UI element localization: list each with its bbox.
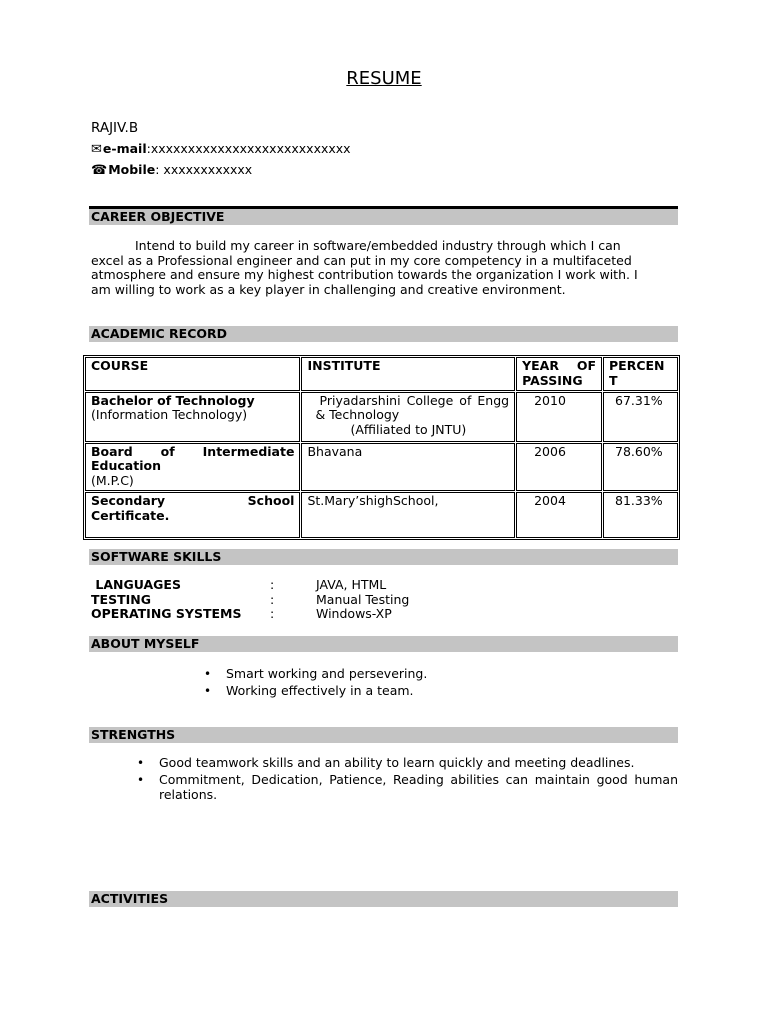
header-course: COURSE bbox=[85, 357, 300, 391]
skill-separator: : bbox=[270, 577, 275, 592]
header-institute: INSTITUTE bbox=[301, 357, 515, 391]
percent-cell: 81.33% bbox=[603, 492, 678, 538]
percent-cell: 78.60% bbox=[603, 443, 678, 491]
institute-cell bbox=[301, 492, 515, 538]
institute-name: Priyadarshini College of Engg & Technology bbox=[315, 392, 510, 423]
table-row bbox=[85, 492, 678, 538]
list-item-text: Commitment, Dedication, Patience, Reading abilities can maintain good human relations. bbox=[159, 771, 678, 802]
year-cell: 2010 bbox=[516, 392, 602, 442]
envelope-icon: ✉ bbox=[91, 142, 102, 157]
year-cell: 2004 bbox=[516, 492, 602, 538]
telephone-icon: ☎ bbox=[91, 163, 108, 178]
percent-cell: 67.31% bbox=[603, 392, 678, 442]
institute-sub: (Affiliated to JNTU) bbox=[350, 422, 467, 438]
institute-cell bbox=[301, 392, 515, 442]
course-name: Bachelor of Technology bbox=[91, 392, 255, 408]
list-item bbox=[204, 682, 427, 699]
section-activities: ACTIVITIES bbox=[89, 891, 678, 907]
skill-key: LANGUAGES bbox=[91, 577, 181, 592]
course-cell bbox=[85, 392, 300, 442]
list-item bbox=[137, 755, 678, 771]
skill-value: JAVA, HTML bbox=[316, 577, 387, 592]
course-sub: (M.P.C) bbox=[91, 473, 134, 489]
candidate-name: RAJIV.B bbox=[91, 120, 139, 136]
list-item-text: Working effectively in a team. bbox=[226, 682, 414, 698]
academic-table bbox=[83, 355, 680, 540]
table-row bbox=[85, 443, 678, 491]
section-career-objective: CAREER OBJECTIVE bbox=[89, 209, 678, 225]
bullet-icon: • bbox=[137, 772, 145, 787]
section-strengths: STRENGTHS bbox=[89, 727, 678, 743]
email-value: :xxxxxxxxxxxxxxxxxxxxxxxxxxx bbox=[146, 141, 351, 156]
bullet-icon: • bbox=[204, 667, 212, 681]
section-software-skills: SOFTWARE SKILLS bbox=[89, 549, 678, 565]
year-cell: 2006 bbox=[516, 443, 602, 491]
email-label: e-mail bbox=[102, 141, 147, 156]
strengths-list bbox=[137, 755, 678, 804]
skill-key: OPERATING SYSTEMS bbox=[91, 606, 242, 622]
mobile-line bbox=[91, 162, 252, 178]
skill-separator: : bbox=[270, 591, 275, 607]
bullet-icon: • bbox=[137, 756, 145, 770]
list-item bbox=[137, 771, 678, 803]
career-objective-text bbox=[91, 239, 638, 297]
mobile-label: Mobile bbox=[108, 162, 156, 177]
course-cell bbox=[85, 492, 300, 538]
institute-name: St.Mary’shighSchool, bbox=[307, 492, 439, 508]
skill-separator: : bbox=[270, 606, 275, 622]
header-percent: PERCENT bbox=[603, 357, 678, 391]
resume-title: RESUME bbox=[346, 68, 422, 89]
list-item bbox=[204, 666, 428, 682]
email-line bbox=[91, 141, 351, 157]
course-name: Secondary School Certificate. bbox=[91, 492, 295, 523]
course-name: Board of Intermediate Education bbox=[91, 443, 295, 474]
course-sub: (Information Technology) bbox=[91, 407, 248, 423]
bullet-icon: • bbox=[204, 683, 212, 698]
table-row bbox=[85, 392, 678, 442]
table-header-row bbox=[85, 357, 678, 391]
skill-value: Windows-XP bbox=[316, 606, 392, 622]
institute-name: Bhavana bbox=[307, 443, 363, 459]
course-cell bbox=[85, 443, 300, 491]
mobile-value: : xxxxxxxxxxxx bbox=[155, 162, 253, 177]
institute-cell bbox=[301, 443, 515, 491]
about-myself-list bbox=[204, 666, 428, 701]
skill-value: Manual Testing bbox=[316, 591, 410, 607]
header-year: YEAR OF PASSING bbox=[516, 357, 602, 391]
section-about-myself: ABOUT MYSELF bbox=[89, 636, 678, 652]
list-item-text: Good teamwork skills and an ability to learn quickly and meeting deadlines. bbox=[159, 755, 635, 770]
career-objective-body: Intend to build my career in software/embedded industry through which I can excel as a Professional engineer and can put in my core competency in a multifaceted atmosphere and ensure my highest contribution towards the organization I work with. I am willing to work as a key player in challenging and creative environment. bbox=[91, 238, 638, 297]
skill-key: TESTING bbox=[91, 591, 151, 607]
section-academic-record: ACADEMIC RECORD bbox=[89, 326, 678, 342]
list-item-text: Smart working and persevering. bbox=[226, 666, 428, 681]
